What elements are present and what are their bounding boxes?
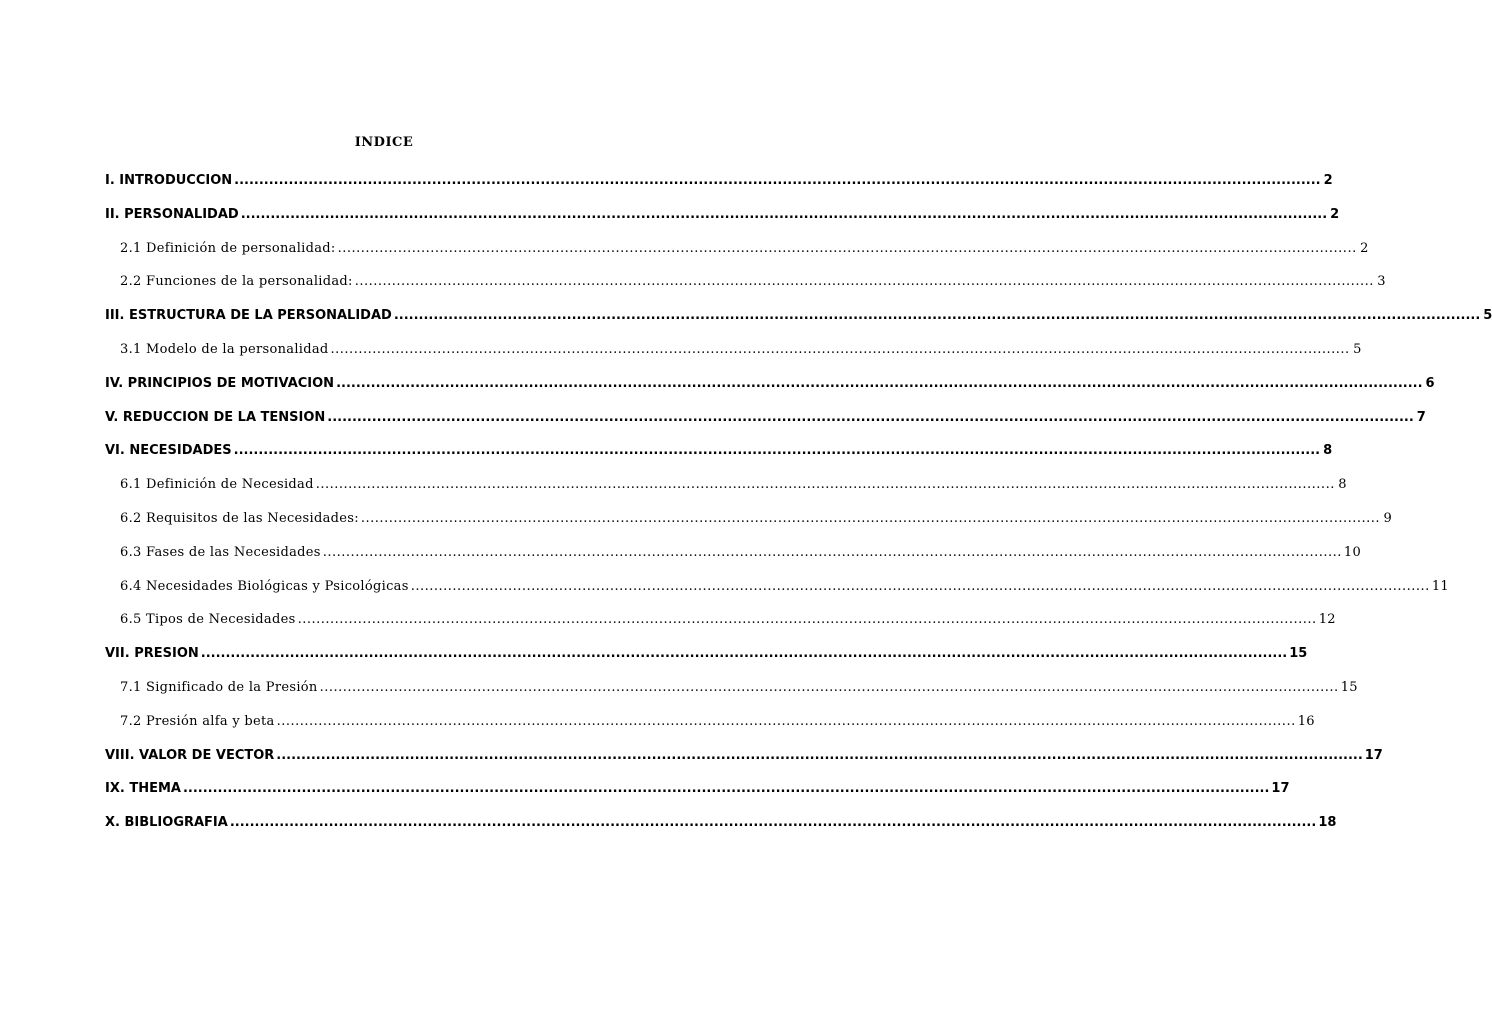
toc-dot-leader: ............................................................................................................................................................................................................................: [393, 308, 1481, 324]
toc-page-number: 16: [1297, 713, 1315, 729]
toc-page-number: 5: [1353, 341, 1362, 357]
toc-entry-title: II. PERSONALIDAD: [105, 206, 239, 222]
toc-entry-title: VIII. VALOR DE VECTOR: [105, 747, 275, 763]
toc-entry-title: IX. THEMA: [105, 781, 181, 797]
toc-entry-title: 6.4 Necesidades Biológicas y Psicológicas: [120, 578, 409, 594]
toc-entry[interactable]: [105, 747, 1383, 782]
toc-dot-leader: ............................................................................................................................................................................................................................: [240, 206, 1328, 222]
toc-page-number: 8: [1323, 443, 1333, 459]
toc-dot-leader: ............................................................................................................................................................................................................................: [319, 679, 1339, 695]
toc-dot-leader: ............................................................................................................................................................................................................................: [327, 409, 1414, 425]
toc-dot-leader: ............................................................................................................................................................................................................................: [354, 274, 1374, 290]
toc-page-number: 3: [1377, 274, 1386, 290]
table-of-contents: [105, 173, 1492, 849]
toc-page-number: 2: [1330, 206, 1340, 222]
toc-entry-title: 6.3 Fases de las Necesidades: [120, 544, 321, 560]
toc-page-number: 6: [1425, 375, 1435, 391]
toc-entry[interactable]: [105, 679, 1358, 714]
toc-entry[interactable]: [105, 713, 1315, 748]
toc-page-number: 8: [1338, 477, 1347, 493]
toc-page-number: 17: [1364, 747, 1383, 763]
toc-entry-title: IV. PRINCIPIOS DE MOTIVACION: [105, 375, 335, 391]
toc-entry[interactable]: [105, 510, 1393, 545]
toc-dot-leader: ............................................................................................................................................................................................................................: [200, 646, 1288, 662]
toc-entry[interactable]: [105, 477, 1347, 511]
toc-dot-leader: ............................................................................................................................................................................................................................: [330, 341, 1350, 357]
toc-entry-title: 3.1 Modelo de la personalidad: [120, 341, 329, 357]
toc-entry[interactable]: [105, 341, 1362, 376]
toc-entry-title: VII. PRESION: [105, 646, 199, 662]
toc-page-number: 18: [1318, 815, 1337, 831]
toc-entry[interactable]: [105, 578, 1449, 613]
toc-dot-leader: ............................................................................................................................................................................................................................: [276, 747, 1363, 763]
toc-dot-leader: ............................................................................................................................................................................................................................: [233, 443, 1321, 459]
page-title: INDICE: [354, 135, 414, 150]
toc-entry[interactable]: [105, 612, 1336, 646]
toc-entry[interactable]: [105, 646, 1308, 680]
toc-entry-title: I. INTRODUCCION: [105, 173, 233, 188]
toc-dot-leader: ............................................................................................................................................................................................................................: [182, 781, 1270, 797]
toc-entry[interactable]: [105, 409, 1426, 444]
toc-page-number: 12: [1318, 612, 1336, 628]
toc-entry[interactable]: [105, 443, 1333, 477]
toc-dot-leader: ............................................................................................................................................................................................................................: [297, 612, 1317, 628]
toc-dot-leader: ............................................................................................................................................................................................................................: [336, 375, 1423, 391]
toc-entry-title: 6.1 Definición de Necesidad: [120, 477, 314, 493]
toc-page-number: 2: [1360, 240, 1369, 256]
toc-page-number: 11: [1431, 578, 1449, 594]
toc-entry[interactable]: [105, 544, 1362, 579]
toc-entry[interactable]: [105, 206, 1340, 241]
toc-entry[interactable]: [105, 240, 1369, 275]
toc-entry-title: VI. NECESIDADES: [105, 443, 232, 459]
toc-dot-leader: ............................................................................................................................................................................................................................: [276, 713, 1296, 729]
toc-entry-title: 7.1 Significado de la Presión: [120, 679, 318, 695]
toc-entry-title: 6.5 Tipos de Necesidades: [120, 612, 296, 628]
toc-entry-title: 2.2 Funciones de la personalidad:: [120, 274, 353, 290]
toc-dot-leader: ............................................................................................................................................................................................................................: [322, 544, 1342, 560]
toc-page-number: 15: [1340, 679, 1358, 695]
toc-page-number: 15: [1289, 646, 1308, 662]
toc-entry[interactable]: [105, 781, 1290, 815]
toc-entry-title: V. REDUCCION DE LA TENSION: [105, 409, 326, 425]
toc-page-number: 5: [1483, 308, 1492, 324]
toc-entry-title: III. ESTRUCTURA DE LA PERSONALIDAD: [105, 308, 392, 324]
toc-page-number: 17: [1271, 781, 1290, 797]
toc-page-number: 7: [1416, 409, 1426, 425]
toc-dot-leader: ............................................................................................................................................................................................................................: [229, 815, 1317, 831]
toc-entry-title: 2.1 Definición de personalidad:: [120, 240, 336, 256]
toc-dot-leader: ............................................................................................................................................................................................................................: [315, 477, 1335, 493]
toc-dot-leader: ............................................................................................................................................................................................................................: [234, 173, 1321, 188]
toc-entry[interactable]: [105, 375, 1435, 410]
toc-dot-leader: ............................................................................................................................................................................................................................: [360, 510, 1381, 526]
toc-page-number: 2: [1323, 173, 1333, 188]
toc-entry[interactable]: [105, 173, 1333, 207]
toc-entry-title: 6.2 Requisitos de las Necesidades:: [120, 510, 359, 526]
toc-dot-leader: ............................................................................................................................................................................................................................: [410, 578, 1430, 594]
toc-dot-leader: ............................................................................................................................................................................................................................: [337, 240, 1357, 256]
toc-entry-title: 7.2 Presión alfa y beta: [120, 713, 275, 729]
toc-entry-title: X. BIBLIOGRAFIA: [105, 815, 228, 831]
toc-entry[interactable]: [105, 815, 1337, 849]
toc-page-number: 9: [1383, 510, 1393, 526]
toc-page-number: 10: [1343, 544, 1362, 560]
toc-entry[interactable]: [105, 308, 1492, 342]
toc-entry[interactable]: [105, 274, 1386, 308]
